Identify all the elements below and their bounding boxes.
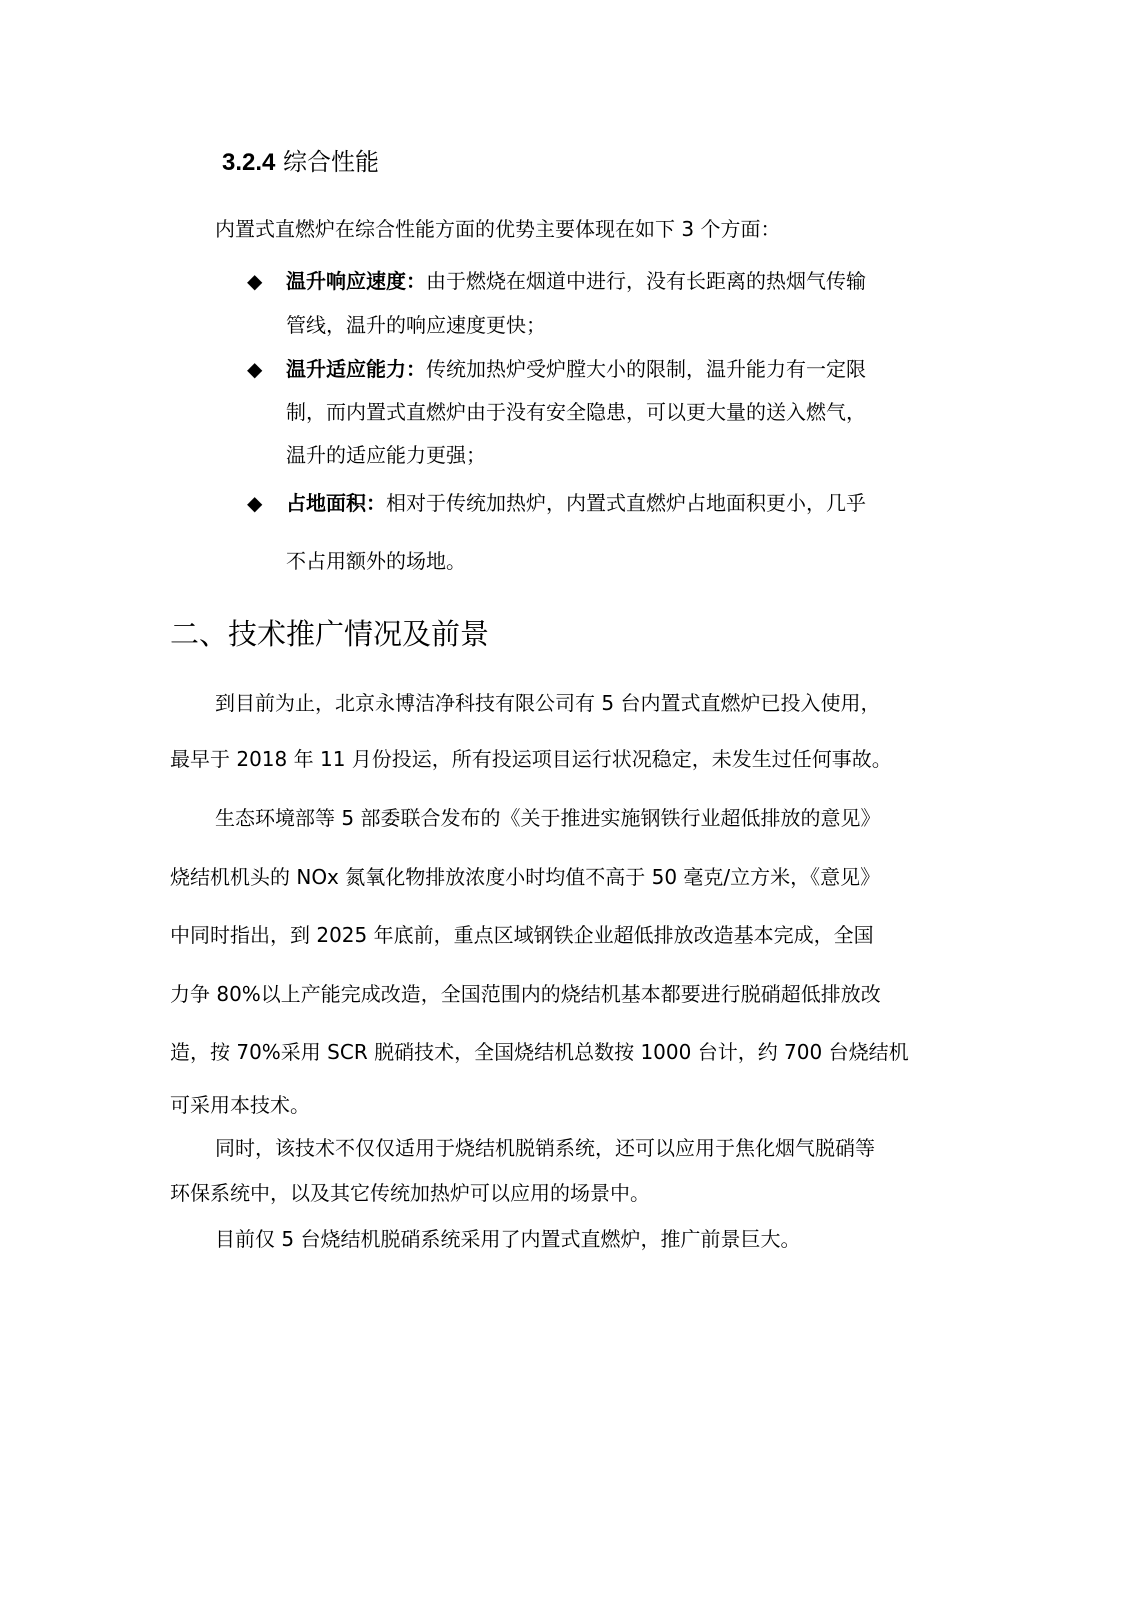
bullet-line — [286, 490, 866, 516]
bullet-term: 温升响应速度： — [286, 269, 426, 293]
paragraph-line: 最早于 2018 年 11 月份投运，所有投运项目运行状况稳定，未发生过任何事故。 — [170, 747, 892, 771]
bullet-term: 占地面积： — [286, 491, 386, 515]
paragraph-line: 目前仅 5 台烧结机脱硝系统采用了内置式直燃炉，推广前景巨大。 — [215, 1227, 801, 1251]
paragraph-line: 到目前为止，北京永博洁净科技有限公司有 5 台内置式直燃炉已投入使用， — [215, 691, 881, 715]
bullet-text: 相对于传统加热炉，内置式直燃炉占地面积更小，几乎 — [386, 491, 866, 515]
bullet-line: 管线，温升的响应速度更快； — [286, 313, 546, 337]
paragraph-line: 中同时指出，到 2025 年底前，重点区域钢铁企业超低排放改造基本完成，全国 — [170, 923, 874, 947]
bullet-diamond-icon: ◆ — [247, 491, 263, 515]
paragraph-line: 环保系统中，以及其它传统加热炉可以应用的场景中。 — [170, 1181, 650, 1205]
bullet-line: 不占用额外的场地。 — [286, 549, 466, 573]
paragraph-line: 生态环境部等 5 部委联合发布的《关于推进实施钢铁行业超低排放的意见》 — [215, 806, 881, 830]
bullet-term: 温升适应能力： — [286, 357, 426, 381]
paragraph-line: 烧结机机头的 NOx 氮氧化物排放浓度小时均值不高于 50 毫克/立方米，《意见》 — [170, 865, 881, 889]
bullet-line: 制，而内置式直燃炉由于没有安全隐患，可以更大量的送入燃气， — [286, 400, 866, 424]
paragraph-line: 同时，该技术不仅仅适用于烧结机脱销系统，还可以应用于焦化烟气脱硝等 — [215, 1136, 875, 1160]
chapter-heading: 二、技术推广情况及前景 — [170, 617, 490, 651]
bullet-diamond-icon: ◆ — [247, 269, 263, 293]
paragraph-line: 力争 80%以上产能完成改造，全国范围内的烧结机基本都要进行脱硝超低排放改 — [170, 982, 881, 1006]
section-heading — [222, 147, 379, 178]
section-intro: 内置式直燃炉在综合性能方面的优势主要体现在如下 3 个方面： — [215, 217, 781, 241]
bullet-line: 温升的适应能力更强； — [286, 443, 486, 467]
paragraph-line: 造，按 70%采用 SCR 脱硝技术，全国烧结机总数按 1000 台计，约 700 台烧结机 — [170, 1040, 909, 1064]
bullet-diamond-icon: ◆ — [247, 357, 263, 381]
bullet-line — [286, 356, 866, 382]
paragraph-line: 可采用本技术。 — [170, 1093, 310, 1117]
bullet-line — [286, 268, 866, 294]
section-title: 综合性能 — [283, 148, 380, 176]
bullet-text: 传统加热炉受炉膛大小的限制，温升能力有一定限 — [426, 357, 866, 381]
bullet-text: 由于燃烧在烟道中进行，没有长距离的热烟气传输 — [426, 269, 866, 293]
section-number: 3.2.4 — [222, 149, 276, 176]
